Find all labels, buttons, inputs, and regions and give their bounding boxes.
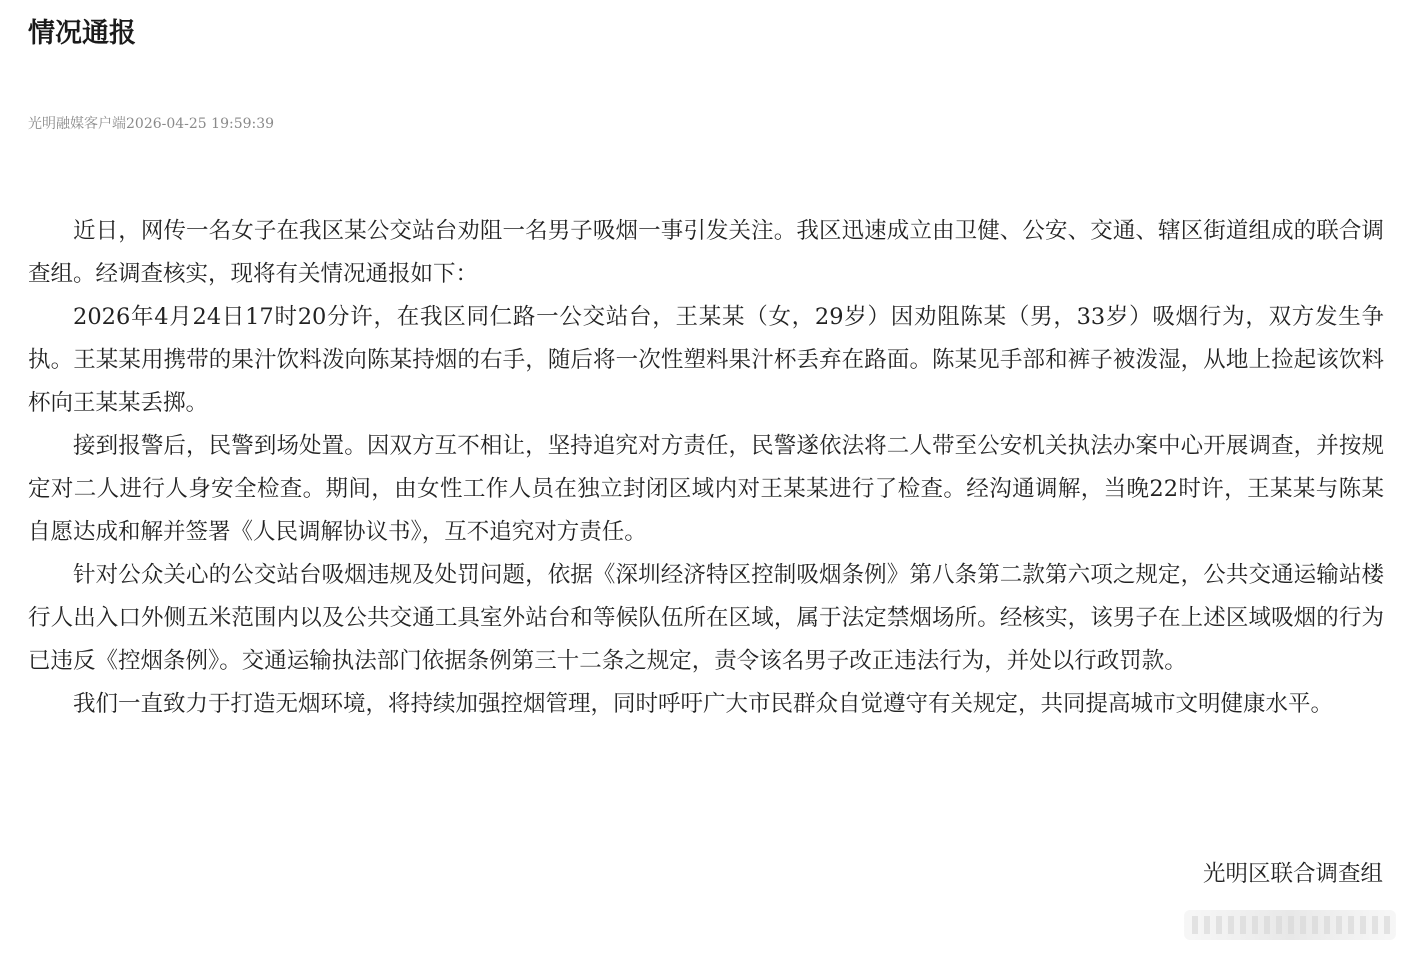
article-title: 情况通报 [28, 18, 136, 49]
watermark-graphic [1180, 896, 1400, 956]
paragraph-incident: 2026年4月24日17时20分许，在我区同仁路一公交站台，王某某（女，29岁）因劝阻陈某（男，33岁）吸烟行为，双方发生争执。王某某用携带的果汁饮料泼向陈某持烟的右手，随后将一次性塑料果汁杯丢弃在路面。陈某见手部和裤子被泼湿，从地上捡起该饮料杯向王某某丢掷。 [28, 304, 1384, 416]
paragraph-closing: 我们一直致力于打造无烟环境，将持续加强控烟管理，同时呼吁广大市民群众自觉遵守有关规定，共同提高城市文明健康水平。 [73, 691, 1334, 717]
signature: 光明区联合调查组 [1202, 861, 1383, 887]
article-body [28, 210, 1384, 726]
paragraph-intro: 近日，网传一名女子在我区某公交站台劝阻一名男子吸烟一事引发关注。我区迅速成立由卫健、公安、交通、辖区街道组成的联合调查组。经调查核实，现将有关情况通报如下： [28, 218, 1384, 287]
paragraph-police-handling: 接到报警后，民警到场处置。因双方互不相让，坚持追究对方责任，民警遂依法将二人带至公安机关执法办案中心开展调查，并按规定对二人进行人身安全检查。期间，由女性工作人员在独立封闭区域内对王某某进行了检查。经沟通调解，当晚22时许，王某某与陈某自愿达成和解并签署《人民调解协议书》，互不追究对方责任。 [28, 433, 1384, 545]
article-source-timestamp: 光明融媒客户端2026-04-25 19:59:39 [28, 116, 275, 132]
paragraph-regulation: 针对公众关心的公交站台吸烟违规及处罚问题，依据《深圳经济特区控制吸烟条例》第八条第二款第六项之规定，公共交通运输站楼行人出入口外侧五米范围内以及公共交通工具室外站台和等候队伍所在区域，属于法定禁烟场所。经核实，该男子在上述区域吸烟的行为已违反《控烟条例》。交通运输执法部门依据条例第三十二条之规定，责令该名男子改正违法行为，并处以行政罚款。 [28, 562, 1384, 674]
